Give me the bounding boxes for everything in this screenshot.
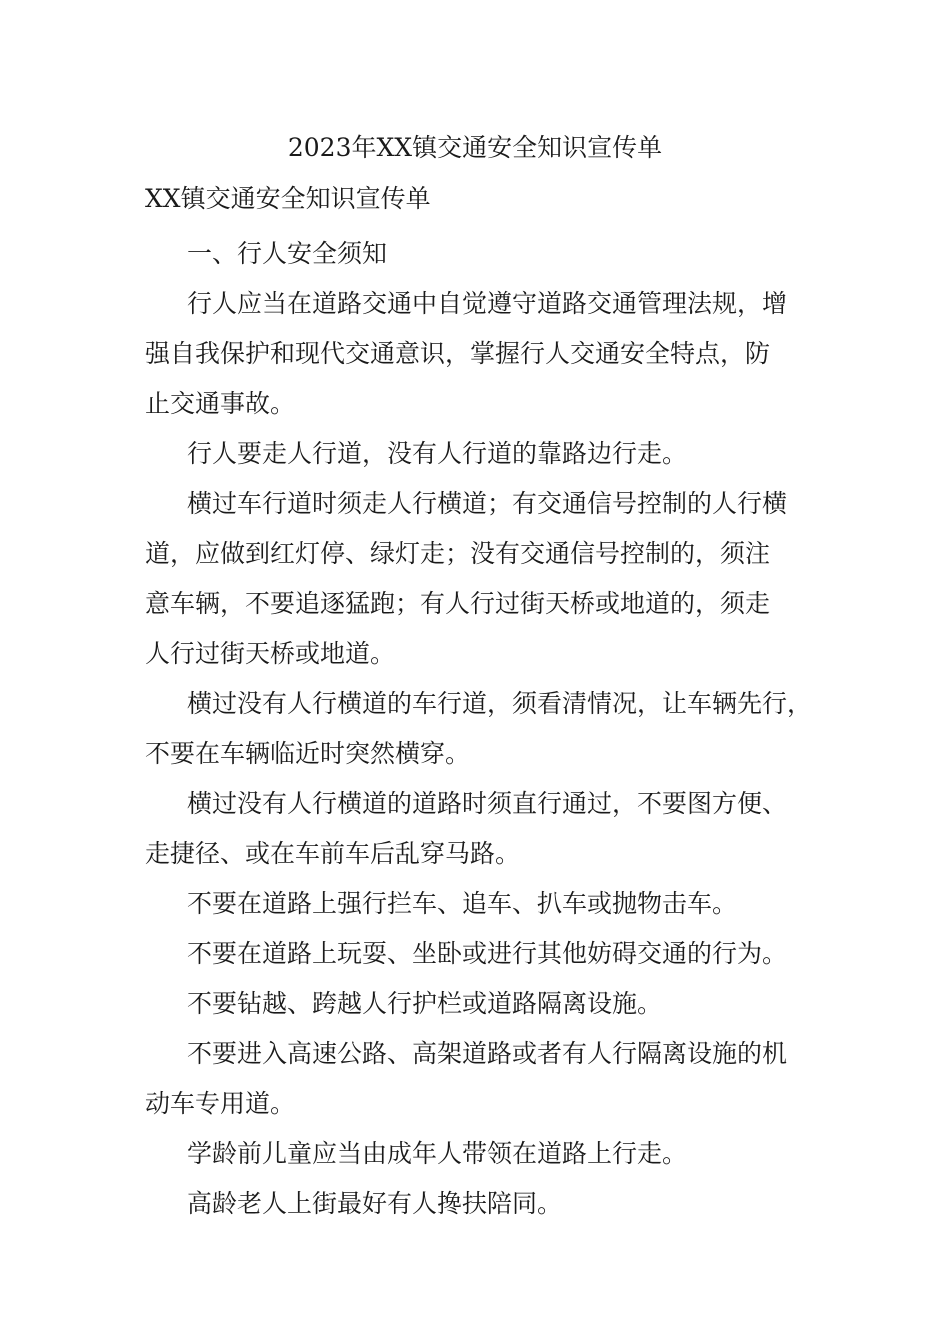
document-title: 2023年XX镇交通安全知识宣传单 — [287, 133, 663, 162]
paragraph — [145, 1029, 820, 1129]
paragraph — [145, 679, 820, 779]
paragraph — [145, 279, 820, 429]
paragraph-line: 不要进入高速公路、高架道路或者有人行隔离设施的机 — [187, 1039, 788, 1068]
paragraph-line: 强自我保护和现代交通意识，掌握行人交通安全特点，防 — [145, 339, 771, 368]
paragraph-line: 止交通事故。 — [145, 389, 296, 418]
paragraph-line: 横过没有人行横道的车行道，须看清情况，让车辆先行， — [187, 689, 813, 718]
paragraph-line: 不要在道路上强行拦车、追车、扒车或抛物击车。 — [187, 889, 738, 918]
paragraph-line: 行人应当在道路交通中自觉遵守道路交通管理法规，增 — [187, 289, 788, 318]
paragraph — [145, 1179, 820, 1229]
paragraph-line: 人行过街天桥或地道。 — [145, 639, 396, 668]
paragraph-line: 动车专用道。 — [145, 1089, 296, 1118]
paragraph — [145, 929, 820, 979]
paragraph — [145, 779, 820, 879]
paragraph-line: 不要在道路上玩耍、坐卧或进行其他妨碍交通的行为。 — [187, 939, 788, 968]
paragraph-line: 学龄前儿童应当由成年人带领在道路上行走。 — [187, 1139, 688, 1168]
paragraph — [145, 1129, 820, 1179]
document-body — [145, 229, 820, 1229]
paragraph — [145, 479, 820, 679]
paragraph-line: 横过没有人行横道的道路时须直行通过，不要图方便、 — [187, 789, 788, 818]
paragraph — [145, 879, 820, 929]
paragraph-line: 横过车行道时须走人行横道；有交通信号控制的人行横 — [187, 489, 788, 518]
paragraph-line: 意车辆，不要追逐猛跑；有人行过街天桥或地道的，须走 — [145, 589, 771, 618]
paragraph-line: 道，应做到红灯停、绿灯走；没有交通信号控制的，须注 — [145, 539, 771, 568]
paragraph — [145, 429, 820, 479]
paragraph — [145, 979, 820, 1029]
paragraph-line: 不要钻越、跨越人行护栏或道路隔离设施。 — [187, 989, 663, 1018]
paragraph-line: 行人要走人行道，没有人行道的靠路边行走。 — [187, 439, 688, 468]
paragraph-line: 不要在车辆临近时突然横穿。 — [145, 739, 471, 768]
section-heading: 一、行人安全须知 — [187, 239, 388, 268]
paragraph-line: 走捷径、或在车前车后乱穿马路。 — [145, 839, 521, 868]
paragraph-line: 高龄老人上街最好有人搀扶陪同。 — [187, 1189, 563, 1218]
document-subtitle: XX镇交通安全知识宣传单 — [145, 184, 431, 213]
